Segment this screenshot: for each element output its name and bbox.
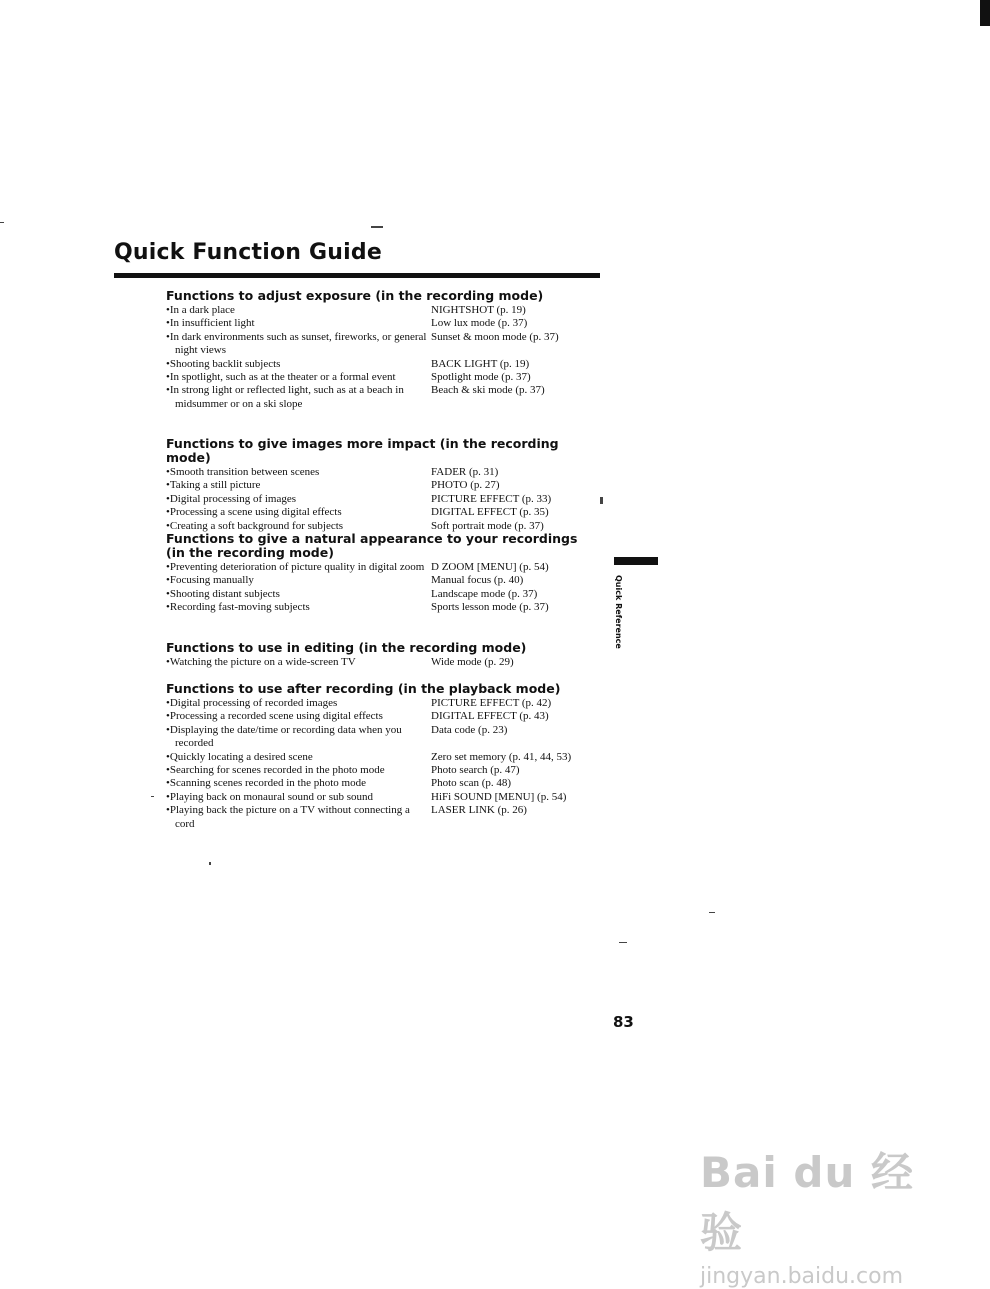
list-item — [166, 601, 606, 614]
list-item — [166, 710, 606, 723]
item-ref: Zero set memory (p. 41, 44, 53) — [431, 750, 572, 763]
item-label: • Playing back on monaural sound or sub sound — [166, 791, 431, 804]
item-label: • Preventing deterioration of picture quality in digital zoom — [166, 561, 431, 574]
scan-speck — [209, 862, 211, 865]
item-label: • Processing a recorded scene using digital effects — [166, 710, 431, 723]
list-item — [166, 588, 606, 601]
item-ref: Soft portrait mode (p. 37) — [431, 519, 544, 532]
edge-mark — [980, 0, 990, 26]
item-label: • Scanning scenes recorded in the photo mode — [166, 777, 431, 790]
list-item — [166, 764, 606, 777]
scan-speck — [600, 497, 603, 504]
section-heading: Functions to adjust exposure (in the recording mode) — [166, 288, 544, 303]
item-ref: Photo scan (p. 48) — [431, 777, 512, 790]
list-item — [166, 777, 606, 790]
list-item — [166, 384, 606, 411]
item-label: • Focusing manually — [166, 574, 431, 587]
list-item — [166, 317, 606, 330]
scan-speck — [151, 796, 154, 797]
item-label: • Searching for scenes recorded in the photo mode — [166, 764, 431, 777]
item-ref: PHOTO (p. 27) — [431, 479, 500, 492]
list-item — [166, 751, 606, 764]
watermark-logo: Bai du 经验 — [700, 1148, 914, 1257]
item-label: • Watching the picture on a wide-screen TV — [166, 656, 431, 669]
item-ref: Beach & ski mode (p. 37) — [431, 384, 545, 397]
list-item — [166, 506, 606, 519]
item-ref: FADER (p. 31) — [431, 466, 499, 478]
section-natural — [166, 532, 606, 615]
section-heading: Functions to give a natural appearance to your recordings (in the recording mode) — [166, 531, 578, 560]
list-item — [166, 656, 606, 669]
section-heading: Functions to use after recording (in the playback mode) — [166, 681, 561, 696]
item-ref: NIGHTSHOT (p. 19) — [431, 304, 526, 316]
item-ref: Manual focus (p. 40) — [431, 574, 524, 587]
item-label: • In insufficient light — [166, 317, 431, 330]
section-impact — [166, 437, 606, 533]
scan-speck — [0, 222, 4, 223]
page-title: Quick Function Guide — [114, 240, 382, 265]
section-playback — [166, 682, 606, 831]
list-item — [166, 697, 606, 710]
sidebar-tab-bar — [614, 557, 658, 565]
item-label: • Playing back the picture on a TV without connecting a cord — [166, 804, 431, 831]
item-ref: Photo search (p. 47) — [431, 764, 520, 777]
item-label: • Taking a still picture — [166, 479, 431, 492]
item-label: • Processing a scene using digital effects — [166, 506, 431, 519]
list-item — [166, 791, 606, 804]
item-ref: PICTURE EFFECT (p. 42) — [431, 697, 552, 709]
item-ref: Wide mode (p. 29) — [431, 656, 514, 668]
watermark-url: jingyan.baidu.com — [700, 1264, 904, 1289]
item-ref: LASER LINK (p. 26) — [431, 804, 527, 817]
list-item — [166, 466, 606, 479]
page-number: 83 — [613, 1013, 634, 1031]
scan-speck — [371, 226, 383, 228]
item-ref: Sports lesson mode (p. 37) — [431, 601, 549, 614]
item-label: • In a dark place — [166, 304, 431, 317]
scan-speck — [709, 912, 715, 913]
list-item — [166, 358, 606, 371]
item-label: • Digital processing of recorded images — [166, 697, 431, 710]
item-label: • Quickly locating a desired scene — [166, 751, 431, 764]
item-ref: DIGITAL EFFECT (p. 43) — [431, 710, 549, 723]
item-label: • Creating a soft background for subjects — [166, 520, 431, 533]
sidebar-tab-label: Quick Reference — [614, 575, 623, 649]
list-item — [166, 304, 606, 317]
item-ref: PICTURE EFFECT (p. 33) — [431, 492, 552, 505]
item-ref: D ZOOM [MENU] (p. 54) — [431, 561, 549, 573]
item-label: • Shooting backlit subjects — [166, 358, 431, 371]
list-item — [166, 479, 606, 492]
item-label: • Displaying the date/time or recording data when you recorded — [166, 724, 431, 751]
item-ref: Landscape mode (p. 37) — [431, 587, 538, 600]
list-item — [166, 574, 606, 587]
item-label: • Shooting distant subjects — [166, 588, 431, 601]
section-heading: Functions to give images more impact (in the recording mode) — [166, 436, 559, 465]
title-rule — [114, 273, 600, 278]
item-ref: DIGITAL EFFECT (p. 35) — [431, 506, 549, 519]
list-item — [166, 331, 606, 358]
item-ref: HiFi SOUND [MENU] (p. 54) — [431, 790, 567, 803]
item-ref: Low lux mode (p. 37) — [431, 317, 528, 330]
item-label: • In spotlight, such as at the theater or a formal event — [166, 371, 431, 384]
item-label: • Digital processing of images — [166, 493, 431, 506]
item-ref: Data code (p. 23) — [431, 723, 508, 736]
scan-speck — [619, 942, 627, 943]
item-label: • In dark environments such as sunset, fireworks, or general night views — [166, 331, 431, 358]
list-item — [166, 804, 606, 831]
sidebar-tab — [611, 575, 625, 655]
item-label: • Recording fast-moving subjects — [166, 601, 431, 614]
item-ref: Sunset & moon mode (p. 37) — [431, 330, 559, 343]
item-label: • In strong light or reflected light, such as at a beach in midsummer or on a ski slope — [166, 384, 431, 411]
item-ref: Spotlight mode (p. 37) — [431, 371, 531, 384]
list-item — [166, 724, 606, 751]
item-ref: BACK LIGHT (p. 19) — [431, 357, 530, 370]
watermark — [700, 1140, 940, 1289]
section-heading: Functions to use in editing (in the recording mode) — [166, 640, 527, 655]
list-item — [166, 493, 606, 506]
list-item — [166, 371, 606, 384]
section-editing — [166, 641, 606, 669]
section-exposure — [166, 289, 606, 411]
list-item — [166, 561, 606, 574]
item-label: • Smooth transition between scenes — [166, 466, 431, 479]
